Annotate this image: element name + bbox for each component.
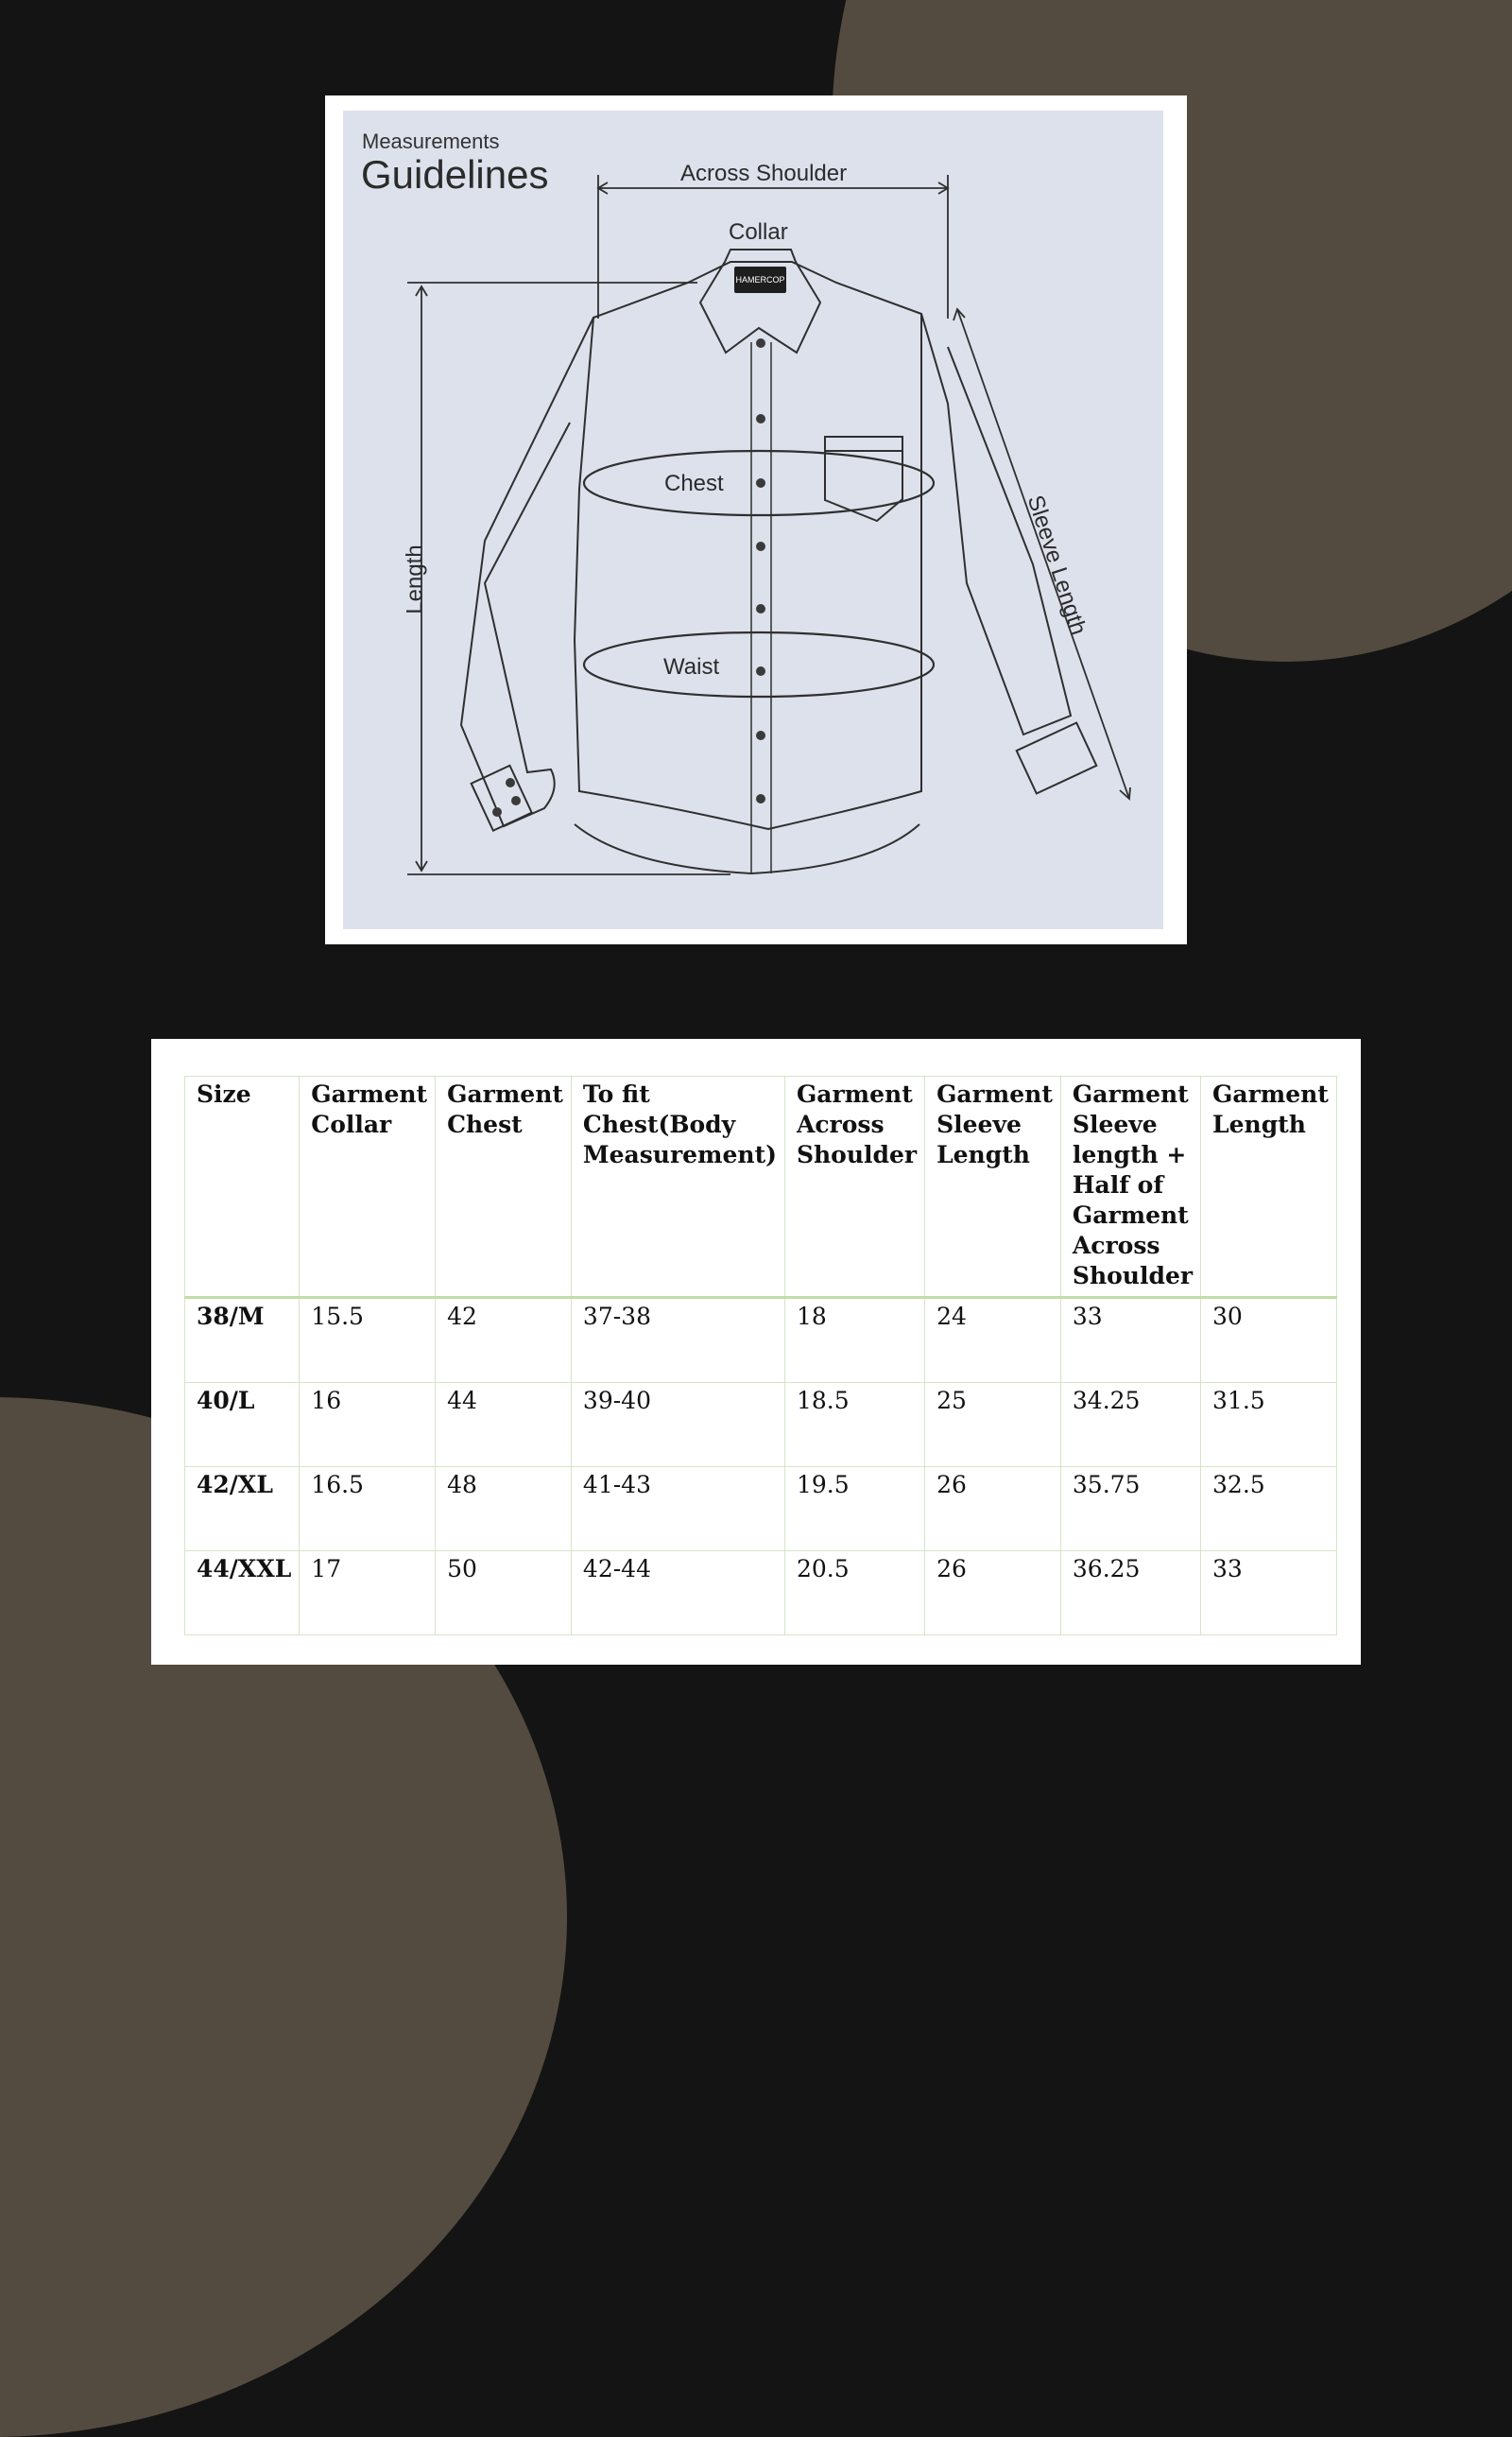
cell-size: 42/XL [185, 1467, 300, 1551]
cell-size: 38/M [185, 1298, 300, 1383]
cell-chest: 48 [436, 1467, 572, 1551]
header-garment-collar: Garment Collar [300, 1077, 436, 1298]
cell-length: 33 [1201, 1551, 1337, 1635]
cell-across-shoulder: 20.5 [784, 1551, 924, 1635]
label-length: Length [402, 544, 428, 614]
header-across-shoulder: Garment Across Shoulder [784, 1077, 924, 1298]
cell-collar: 15.5 [300, 1298, 436, 1383]
label-sleeve-length: Sleeve Length [1022, 492, 1091, 638]
label-waist: Waist [663, 654, 720, 680]
cell-size: 44/XXL [185, 1551, 300, 1635]
label-across-shoulder: Across Shoulder [680, 161, 848, 186]
cell-collar: 16.5 [300, 1467, 436, 1551]
header-sleeve-plus-half-shoulder: Garment Sleeve length + Half of Garment Across Shoulder [1060, 1077, 1200, 1298]
shirt-buttons [492, 338, 765, 817]
header-garment-chest: Garment Chest [436, 1077, 572, 1298]
cell-across-shoulder: 19.5 [784, 1467, 924, 1551]
cell-to-fit-chest: 37-38 [571, 1298, 784, 1383]
cell-to-fit-chest: 39-40 [571, 1383, 784, 1467]
label-chest: Chest [664, 471, 724, 496]
cell-sleeve-plus-half-shoulder: 36.25 [1060, 1551, 1200, 1635]
table-row [185, 1467, 1337, 1551]
cell-length: 31.5 [1201, 1383, 1337, 1467]
cell-across-shoulder: 18.5 [784, 1383, 924, 1467]
table-row [185, 1383, 1337, 1467]
brand-label: HAMERCOP [734, 267, 786, 293]
diagram-subtitle: Measurements [362, 130, 500, 153]
header-sleeve-length: Garment Sleeve Length [925, 1077, 1061, 1298]
label-collar: Collar [729, 219, 788, 245]
table-header-row [185, 1077, 1337, 1298]
header-to-fit-chest: To fit Chest(Body Measurement) [571, 1077, 784, 1298]
measurement-diagram [343, 111, 1163, 929]
cell-chest: 50 [436, 1551, 572, 1635]
cell-sleeve-length: 24 [925, 1298, 1061, 1383]
cell-sleeve-plus-half-shoulder: 35.75 [1060, 1467, 1200, 1551]
cell-collar: 16 [300, 1383, 436, 1467]
cell-across-shoulder: 18 [784, 1298, 924, 1383]
cell-sleeve-plus-half-shoulder: 34.25 [1060, 1383, 1200, 1467]
table-row [185, 1298, 1337, 1383]
cell-sleeve-plus-half-shoulder: 33 [1060, 1298, 1200, 1383]
cell-to-fit-chest: 41-43 [571, 1467, 784, 1551]
measurement-diagram-card [325, 95, 1187, 944]
size-chart-card [151, 1039, 1361, 1665]
header-garment-length: Garment Length [1201, 1077, 1337, 1298]
shirt-outline [461, 250, 1096, 873]
cell-chest: 44 [436, 1383, 572, 1467]
cell-sleeve-length: 26 [925, 1551, 1061, 1635]
cell-length: 30 [1201, 1298, 1337, 1383]
cell-to-fit-chest: 42-44 [571, 1551, 784, 1635]
table-row [185, 1551, 1337, 1635]
cell-chest: 42 [436, 1298, 572, 1383]
size-chart-table [184, 1076, 1337, 1635]
cell-sleeve-length: 25 [925, 1383, 1061, 1467]
cell-collar: 17 [300, 1551, 436, 1635]
cell-length: 32.5 [1201, 1467, 1337, 1551]
cell-size: 40/L [185, 1383, 300, 1467]
diagram-title: Guidelines [361, 152, 549, 197]
cell-sleeve-length: 26 [925, 1467, 1061, 1551]
header-size: Size [185, 1077, 300, 1298]
